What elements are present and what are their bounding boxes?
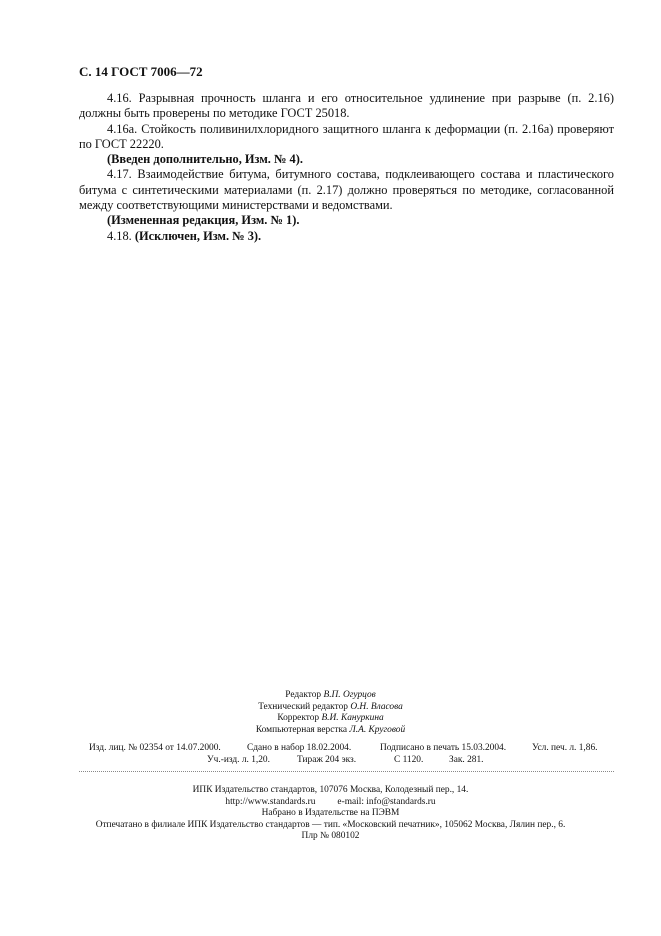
typeset-note: Набрано в Издательстве на ПЭВМ (261, 808, 400, 819)
credit-layout-name: Л.А. Круговой (349, 724, 406, 735)
paragraph-4-18-number: 4.18. (107, 228, 132, 243)
amendment-note-4-16a: (Введен дополнительно, Изм. № 4). (107, 152, 303, 167)
publisher-email: e-mail: info@standards.ru (337, 796, 436, 807)
signed-date: Подписано в печать 15.03.2004. (380, 743, 507, 753)
credit-corrector-name: В.И. Кануркина (321, 713, 384, 724)
imprint-credits (0, 690, 661, 736)
imprint-data (0, 743, 661, 766)
amendment-note-4-17: (Измененная редакция, Изм. № 1). (107, 213, 300, 228)
publisher-address: ИПК Издательство стандартов, 107076 Москва, Колодезный пер., 14. (192, 785, 469, 795)
credit-corrector (0, 713, 661, 725)
body-text (79, 91, 614, 244)
imprint-divider (79, 771, 614, 772)
publisher-block (0, 785, 661, 843)
order-number: Зак. 281. (449, 754, 484, 765)
page-header: С. 14 ГОСТ 7006—72 (79, 64, 203, 79)
imprint-row-2 (0, 755, 661, 767)
publisher-contacts (0, 797, 661, 809)
credit-editor-name: В.П. Огурцов (323, 690, 376, 700)
print-sheets: Усл. печ. л. 1,86. (532, 743, 598, 753)
paragraph-4-18-note: (Исключен, Изм. № 3). (134, 228, 262, 243)
credit-editor (0, 690, 661, 702)
publisher-website: http://www.standards.ru (225, 796, 316, 807)
paragraph-4-16: 4.16. Разрывная прочность шланга и его относительное удлинение при разрыве (п. 2.16) должны быть проверены по методике ГОСТ 25018. (79, 91, 614, 121)
credit-tech-editor (0, 702, 661, 714)
license-number: Изд. лиц. № 02354 от 14.07.2000. (89, 743, 221, 753)
credit-layout (0, 725, 661, 737)
credit-corrector-label: Корректор (277, 713, 320, 724)
printed-note: Отпечатано в филиале ИПК Издательство стандартов — тип. «Московский печатник», 105062 Москва, Лялин пер., 6. (95, 819, 566, 830)
credit-tech-editor-name: О.Н. Власова (350, 701, 403, 712)
printing-license: Плр № 080102 (301, 831, 360, 842)
credit-editor-label: Редактор (285, 690, 322, 700)
typeset-date: Сдано в набор 18.02.2004. (247, 743, 352, 753)
credit-layout-label: Компьютерная верстка (255, 724, 348, 735)
imprint-row-1 (0, 743, 661, 755)
order-c: С 1120. (394, 754, 424, 765)
publication-sheets: Уч.-изд. л. 1,20. (207, 754, 270, 765)
paragraph-4-18 (79, 229, 614, 244)
paragraph-4-16a: 4.16а. Стойкость поливинилхлоридного защитного шланга к деформации (п. 2.16а) проверяют по ГОСТ 22220. (79, 121, 614, 151)
print-run: Тираж 204 экз. (297, 754, 357, 765)
paragraph-4-17: 4.17. Взаимодействие битума, битумного состава, подклеивающего состава и пластического битума с синтетическими материалами (п. 2.17) должно проверяться по методике, согласованной между соответствующими министерствами и ведомствами. (79, 167, 614, 213)
credit-tech-editor-label: Технический редактор (258, 701, 348, 712)
